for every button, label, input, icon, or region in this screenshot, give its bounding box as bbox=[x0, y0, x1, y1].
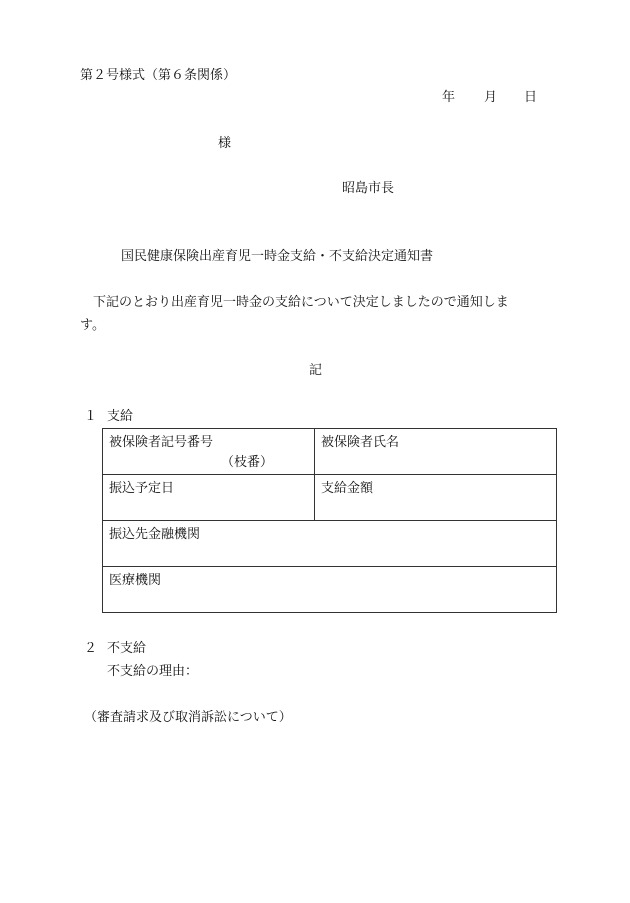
body-text-line-2: す。 bbox=[80, 318, 105, 333]
table-row bbox=[103, 567, 557, 613]
transfer-date-label: 振込予定日 bbox=[109, 481, 175, 496]
payment-amount-label: 支給金額 bbox=[321, 481, 374, 496]
non-payment-reason-label: 不支給の理由： bbox=[107, 664, 199, 679]
branch-number-label: （枝番） bbox=[221, 455, 274, 470]
section-1-number: １ bbox=[84, 409, 98, 424]
payment-details-table bbox=[102, 428, 557, 613]
table-row bbox=[103, 475, 557, 521]
bank-label: 振込先金融機関 bbox=[109, 527, 201, 542]
date-year: 年 bbox=[442, 90, 456, 105]
table-row bbox=[103, 429, 557, 475]
date-month: 月 bbox=[484, 90, 498, 105]
table-row bbox=[103, 521, 557, 567]
appeal-note: （審査請求及び取消訴訟について） bbox=[84, 710, 292, 725]
ki-heading: 記 bbox=[309, 363, 323, 378]
document-title: 国民健康保険出産育児一時金支給・不支給決定通知書 bbox=[121, 249, 434, 264]
addressee-suffix: 様 bbox=[218, 136, 232, 151]
section-2-number: ２ bbox=[84, 641, 98, 656]
issuer: 昭島市長 bbox=[342, 181, 395, 196]
medical-institution-label: 医療機関 bbox=[109, 573, 162, 588]
payment-amount-cell bbox=[315, 475, 557, 521]
insured-number-label: 被保険者記号番号 bbox=[109, 435, 214, 450]
insured-name-cell bbox=[315, 429, 557, 475]
transfer-date-cell bbox=[103, 475, 315, 521]
body-text-line-1: 下記のとおり出産育児一時金の支給について決定しましたので通知しま bbox=[93, 295, 509, 310]
insured-number-cell bbox=[103, 429, 315, 475]
medical-institution-cell bbox=[103, 567, 557, 613]
form-number: 第２号様式（第６条関係） bbox=[80, 68, 237, 83]
bank-cell bbox=[103, 521, 557, 567]
date-day: 日 bbox=[524, 90, 538, 105]
insured-name-label: 被保険者氏名 bbox=[321, 435, 400, 450]
section-2-title: 不支給 bbox=[107, 641, 147, 656]
section-1-title: 支給 bbox=[107, 409, 134, 424]
